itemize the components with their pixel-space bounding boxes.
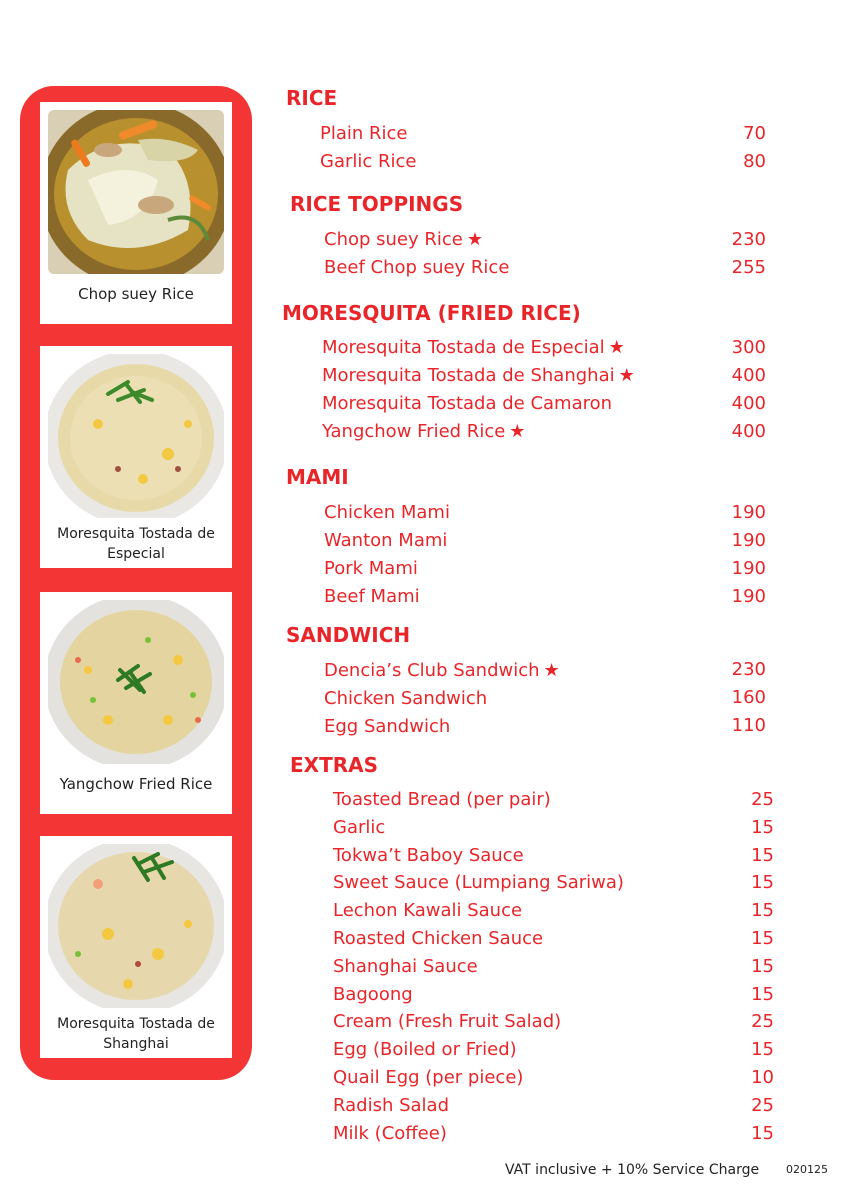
photo-sidebar (20, 86, 252, 1080)
menu-price: 160 (731, 687, 766, 708)
menu-price: 15 (751, 928, 774, 949)
photo-caption: Yangchow Fried Rice (59, 775, 213, 793)
menu-item: Sweet Sauce (Lumpiang Sariwa) (333, 872, 624, 894)
star-icon: ★ (466, 229, 483, 250)
star-icon: ★ (608, 337, 625, 358)
photo-card-yangchow (40, 592, 232, 814)
menu-price: 15 (751, 1122, 774, 1144)
photo-caption: Moresquita Tostada de Shanghai (57, 1016, 215, 1052)
menu-price: 400 (731, 393, 766, 414)
menu-price: 190 (731, 586, 766, 607)
menu-item: Plain Rice (320, 123, 408, 144)
menu-price: 15 (751, 844, 774, 866)
menu-item: Wanton Mami (324, 530, 448, 551)
menu-price: 25 (751, 789, 774, 810)
menu-item: Moresquita Tostada de Especial ★ (322, 337, 625, 358)
star-icon: ★ (543, 660, 560, 681)
menu-item: Pork Mami (324, 558, 418, 579)
menu-code: 020125 (786, 1163, 828, 1176)
section-title-extras: EXTRAS (290, 753, 379, 777)
fried-rice-especial-photo (48, 354, 224, 518)
menu-item: Yangchow Fried Rice ★ (322, 421, 526, 442)
menu-price: 255 (731, 257, 766, 278)
menu-price: 190 (731, 530, 766, 551)
footer-note: VAT inclusive + 10% Service Charge (505, 1162, 760, 1178)
menu-price: 25 (751, 1011, 774, 1033)
menu-item: Tokwa’t Baboy Sauce (333, 844, 524, 866)
menu-price: 70 (743, 123, 766, 144)
menu-price: 10 (751, 1067, 774, 1088)
fried-rice-shanghai-photo (48, 844, 224, 1008)
menu-item: Milk (Coffee) (333, 1122, 447, 1144)
menu-price: 25 (751, 1094, 774, 1116)
menu-item: Toasted Bread (per pair) (333, 789, 551, 810)
menu-price: 15 (751, 816, 774, 838)
menu-item: Shanghai Sauce (333, 955, 478, 977)
menu-price: 15 (751, 983, 774, 1005)
menu-price: 400 (731, 421, 766, 442)
menu-price: 230 (731, 229, 766, 250)
menu-price: 110 (731, 715, 766, 736)
menu-item: Egg Sandwich (324, 716, 451, 737)
section-title-mami: MAMI (286, 465, 349, 489)
menu-price: 15 (751, 955, 774, 977)
menu-item: Garlic (333, 816, 386, 838)
menu-price: 15 (751, 872, 774, 894)
photo-card-chop-suey (40, 102, 232, 324)
menu-item: Dencia’s Club Sandwich ★ (324, 660, 560, 681)
menu-price: 230 (731, 659, 766, 680)
menu-item: Moresquita Tostada de Camaron (322, 393, 613, 414)
menu-price: 15 (751, 900, 774, 922)
menu-item: Lechon Kawali Sauce (333, 900, 523, 922)
menu-price: 190 (731, 502, 766, 523)
star-icon: ★ (618, 365, 635, 386)
star-icon: ★ (509, 421, 526, 442)
section-title-rice-toppings: RICE TOPPINGS (290, 192, 464, 216)
menu-item: Roasted Chicken Sauce (333, 928, 544, 949)
menu-item: Beef Mami (324, 586, 420, 607)
menu-item: Chicken Mami (324, 502, 450, 523)
menu-item: Radish Salad (333, 1094, 449, 1116)
menu-price: 300 (731, 337, 766, 358)
photo-caption: Chop suey Rice (78, 285, 194, 303)
section-title-sandwich: SANDWICH (286, 623, 411, 647)
section-title-rice: RICE (286, 86, 338, 110)
menu-price: 80 (743, 151, 766, 172)
menu-item: Quail Egg (per piece) (333, 1067, 524, 1088)
section-title-moresquita: MORESQUITA (FRIED RICE) (282, 301, 581, 325)
yangchow-photo (48, 600, 224, 764)
menu-price: 190 (731, 558, 766, 579)
menu-item: Beef Chop suey Rice (324, 257, 510, 278)
menu-item: Chicken Sandwich (324, 688, 488, 709)
menu-item: Chop suey Rice ★ (324, 229, 483, 250)
photo-card-especial (40, 346, 232, 568)
menu-item: Garlic Rice (320, 151, 417, 172)
menu-item: Egg (Boiled or Fried) (333, 1039, 517, 1061)
menu-item: Moresquita Tostada de Shanghai ★ (322, 365, 635, 386)
menu-price: 400 (731, 365, 766, 386)
chop-suey-photo (48, 110, 224, 274)
photo-card-shanghai (40, 836, 232, 1058)
menu-item: Cream (Fresh Fruit Salad) (333, 1011, 562, 1033)
menu-price: 15 (751, 1039, 774, 1061)
photo-caption: Moresquita Tostada de Especial (57, 526, 215, 562)
menu-item: Bagoong (333, 983, 413, 1005)
